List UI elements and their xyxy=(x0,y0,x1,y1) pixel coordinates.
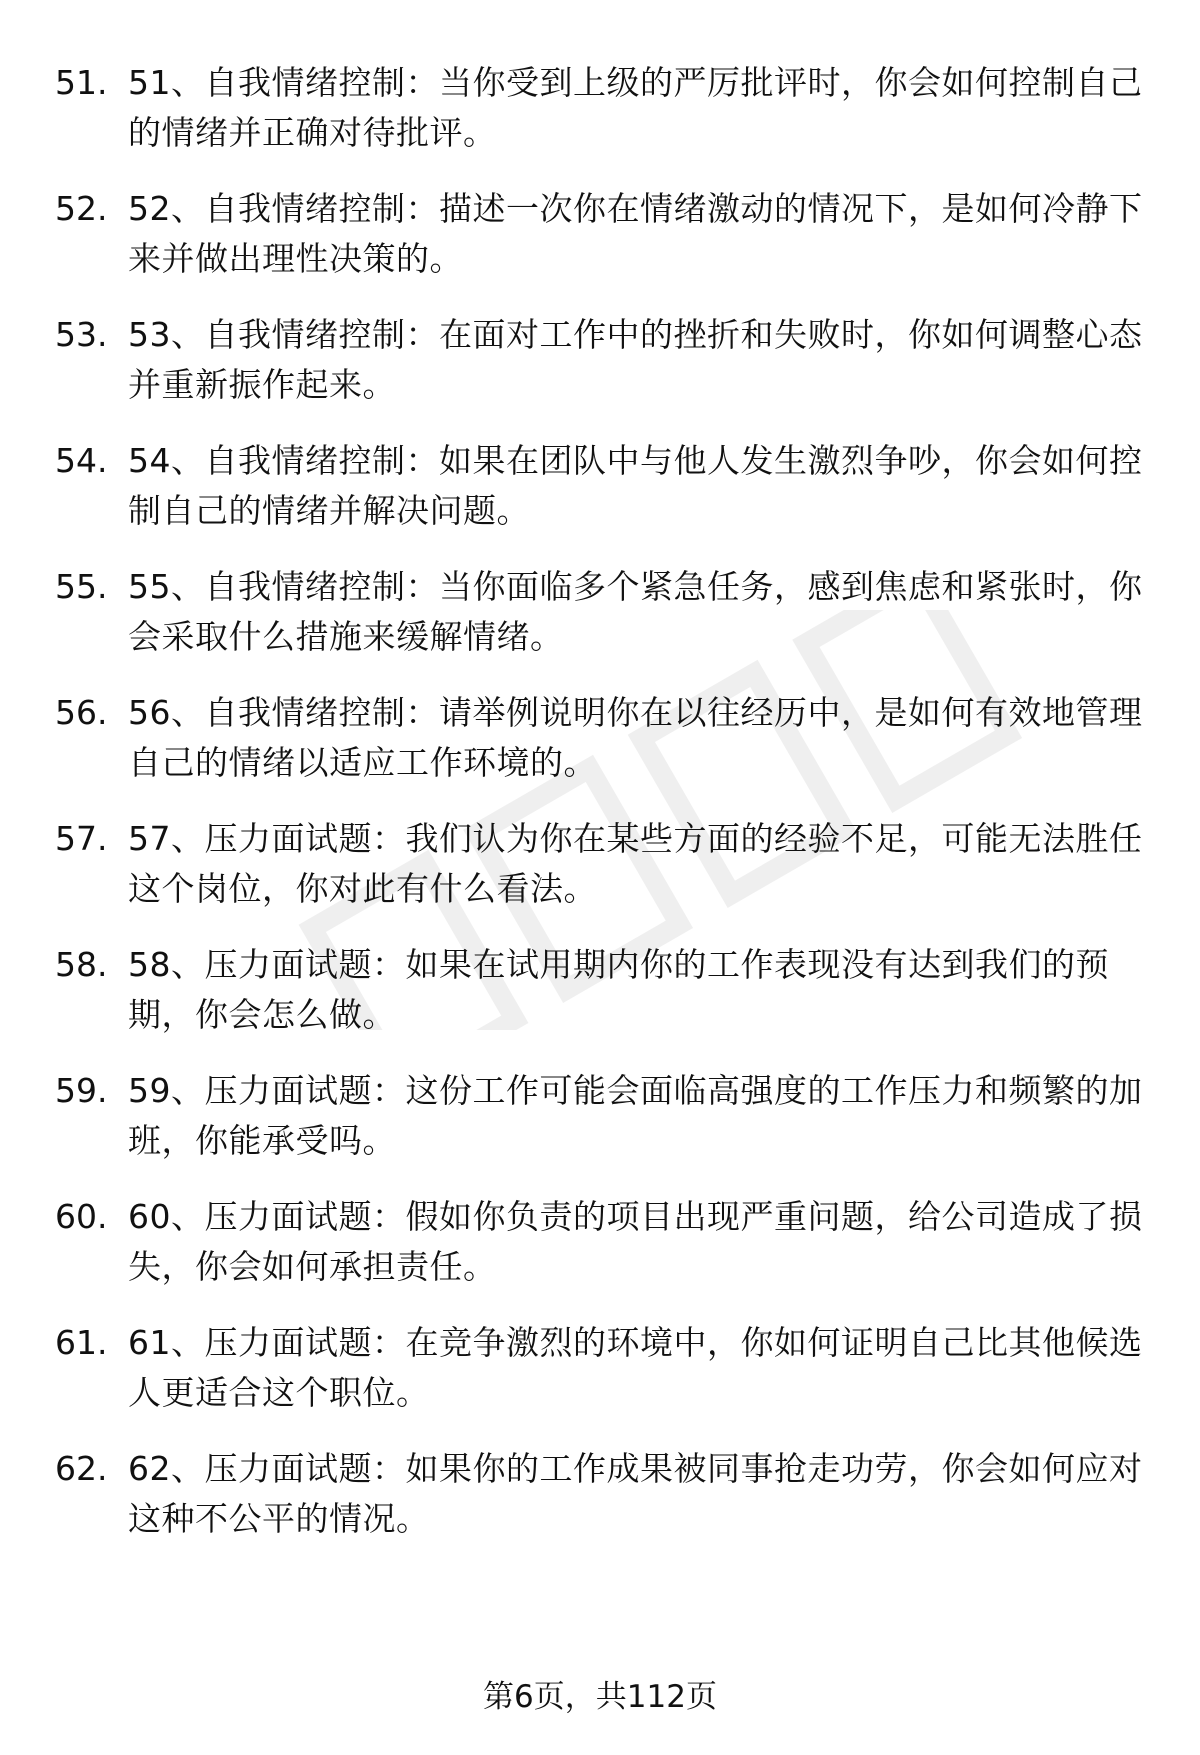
question-number: 60. xyxy=(55,1197,108,1236)
question-list xyxy=(55,58,1145,1570)
list-item xyxy=(55,1318,1145,1418)
question-number: 57. xyxy=(55,819,108,858)
list-item xyxy=(55,1066,1145,1166)
list-item xyxy=(55,562,1145,662)
question-number: 54. xyxy=(55,441,108,480)
question-text: 60、压力面试题：假如你负责的项目出现严重问题，给公司造成了损失，你会如何承担责任。 xyxy=(128,1197,1143,1286)
question-text: 52、自我情绪控制：描述一次你在情绪激动的情况下，是如何冷静下来并做出理性决策的。 xyxy=(128,189,1143,278)
question-text: 53、自我情绪控制：在面对工作中的挫折和失败时，你如何调整心态并重新振作起来。 xyxy=(128,315,1143,404)
list-item xyxy=(55,58,1145,158)
question-text: 55、自我情绪控制：当你面临多个紧急任务，感到焦虑和紧张时，你会采取什么措施来缓解情绪。 xyxy=(128,567,1143,656)
list-item xyxy=(55,940,1145,1040)
question-text: 58、压力面试题：如果在试用期内你的工作表现没有达到我们的预期，你会怎么做。 xyxy=(128,945,1109,1034)
question-number: 55. xyxy=(55,567,108,606)
question-number: 56. xyxy=(55,693,108,732)
list-item xyxy=(55,1192,1145,1292)
question-number: 52. xyxy=(55,189,108,228)
list-item xyxy=(55,310,1145,410)
page-number-label: 第6页，共112页 xyxy=(483,1679,717,1715)
question-number: 61. xyxy=(55,1323,108,1362)
question-text: 57、压力面试题：我们认为你在某些方面的经验不足，可能无法胜任这个岗位，你对此有什么看法。 xyxy=(128,819,1143,908)
page-footer xyxy=(0,1675,1200,1719)
question-text: 62、压力面试题：如果你的工作成果被同事抢走功劳，你会如何应对这种不公平的情况。 xyxy=(128,1449,1143,1538)
question-number: 51. xyxy=(55,63,108,102)
list-item xyxy=(55,184,1145,284)
question-text: 59、压力面试题：这份工作可能会面临高强度的工作压力和频繁的加班，你能承受吗。 xyxy=(128,1071,1143,1160)
list-item xyxy=(55,1444,1145,1544)
question-text: 51、自我情绪控制：当你受到上级的严厉批评时，你会如何控制自己的情绪并正确对待批评。 xyxy=(128,63,1143,152)
question-text: 61、压力面试题：在竞争激烈的环境中，你如何证明自己比其他候选人更适合这个职位。 xyxy=(128,1323,1143,1412)
question-number: 62. xyxy=(55,1449,108,1488)
list-item xyxy=(55,814,1145,914)
question-number: 53. xyxy=(55,315,108,354)
question-text: 54、自我情绪控制：如果在团队中与他人发生激烈争吵，你会如何控制自己的情绪并解决问题。 xyxy=(128,441,1143,530)
list-item xyxy=(55,688,1145,788)
list-item xyxy=(55,436,1145,536)
question-text: 56、自我情绪控制：请举例说明你在以往经历中，是如何有效地管理自己的情绪以适应工作环境的。 xyxy=(128,693,1143,782)
question-number: 58. xyxy=(55,945,108,984)
question-number: 59. xyxy=(55,1071,108,1110)
